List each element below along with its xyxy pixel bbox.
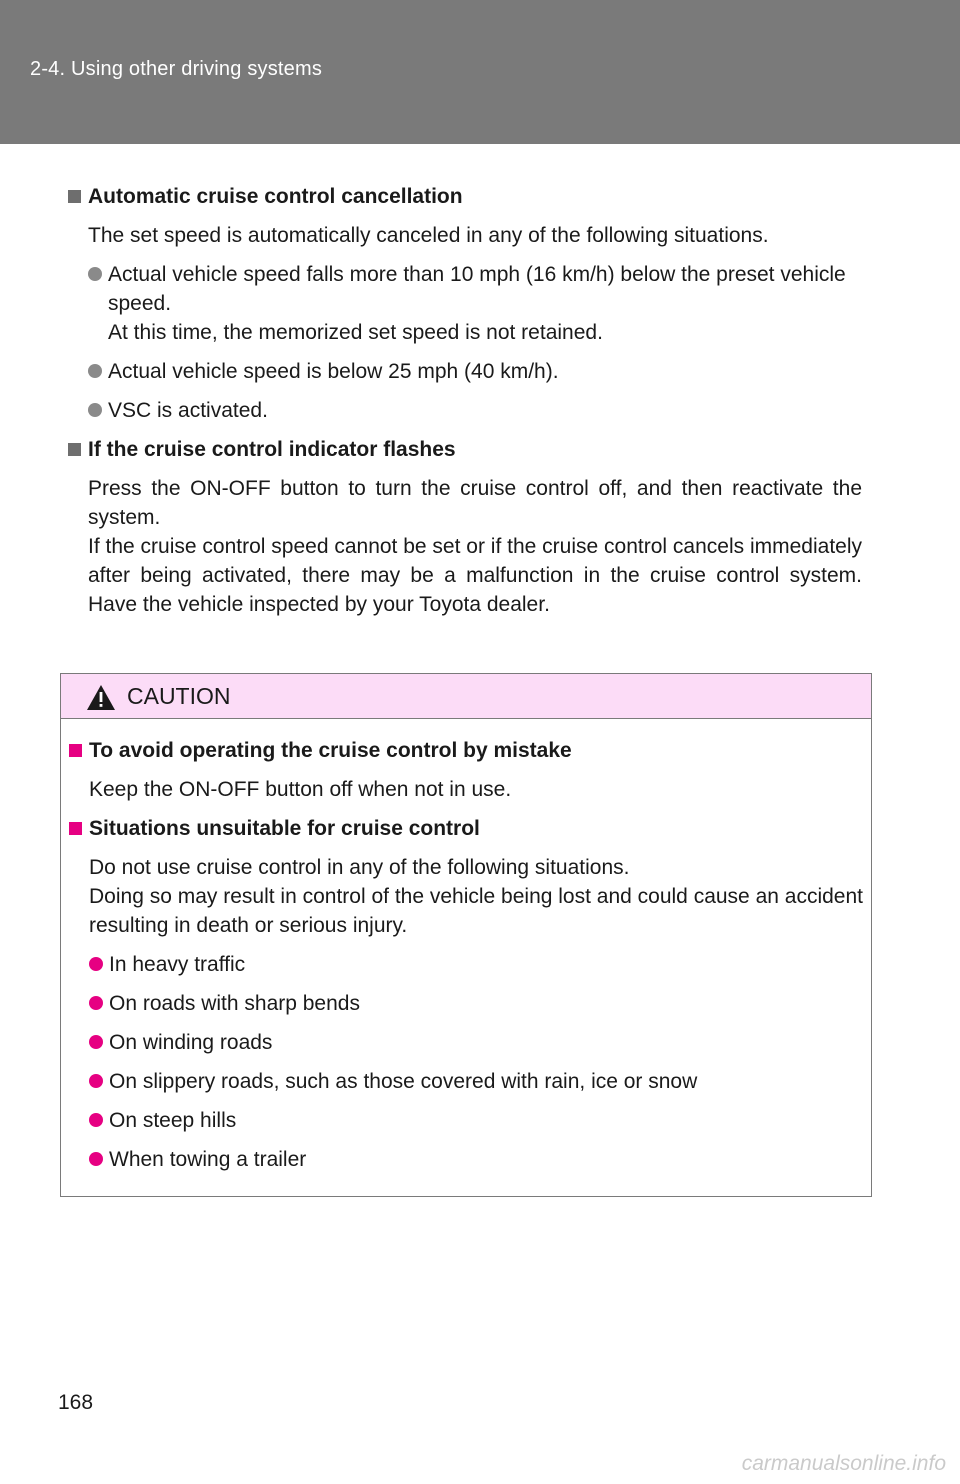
circle-bullet-icon (89, 957, 103, 971)
section-title (69, 814, 863, 843)
bullet-line: On slippery roads, such as those covered with rain, ice or snow (109, 1070, 698, 1093)
section-paragraph (69, 853, 863, 940)
paragraph-line: If the cruise control speed cannot be set or if the cruise control cancels immediately after being activated, there may be a malfunction in the cruise control system. Have the vehicle inspected by your Toyota dealer. (88, 535, 862, 616)
bullet-line: On steep hills (109, 1109, 237, 1132)
main-content (68, 182, 862, 629)
circle-bullet-icon (89, 1074, 103, 1088)
bullet-item (69, 950, 863, 979)
paragraph-line: Keep the ON-OFF button off when not in use. (89, 778, 512, 801)
bullet-item (69, 989, 863, 1018)
section-title-text: Situations unsuitable for cruise control (89, 817, 480, 840)
square-bullet-icon (69, 744, 82, 757)
circle-bullet-icon (88, 364, 102, 378)
bullet-line: At this time, the memorized set speed is not retained. (108, 321, 603, 344)
bullet-item (69, 1028, 863, 1057)
bullet-line: In heavy traffic (109, 953, 246, 976)
caution-body (69, 736, 863, 1184)
bullet-line: On winding roads (109, 1031, 273, 1054)
circle-bullet-icon (89, 1152, 103, 1166)
bullet-item (68, 396, 862, 425)
page-header (0, 0, 960, 144)
circle-bullet-icon (89, 1113, 103, 1127)
paragraph-line: Doing so may result in control of the vehicle being lost and could cause an accident resulting in death or serious injury. (89, 885, 863, 937)
caution-header (61, 674, 871, 719)
section-title (68, 435, 862, 464)
section-paragraph (68, 221, 862, 250)
section-title (69, 736, 863, 765)
square-bullet-icon (69, 822, 82, 835)
paragraph-line: Do not use cruise control in any of the following situations. (89, 856, 630, 879)
chapter-title: 2-4. Using other driving systems (30, 58, 323, 80)
warning-triangle-icon (86, 684, 116, 711)
bullet-line: On roads with sharp bends (109, 992, 360, 1015)
bullet-item (69, 1106, 863, 1135)
page-number: 168 (58, 1391, 94, 1414)
bullet-line: Actual vehicle speed is below 25 mph (40 km/h). (108, 360, 559, 383)
bullet-item (69, 1145, 863, 1174)
circle-bullet-icon (88, 403, 102, 417)
section-title-text: If the cruise control indicator flashes (88, 438, 456, 461)
bullet-line: Actual vehicle speed falls more than 10 mph (16 km/h) below the preset vehicle speed. (108, 263, 846, 315)
caution-title: CAUTION (127, 683, 231, 709)
square-bullet-icon (68, 190, 81, 203)
bullet-item (68, 260, 862, 347)
circle-bullet-icon (89, 1035, 103, 1049)
section-title-text: To avoid operating the cruise control by mistake (89, 739, 572, 762)
bullet-item (69, 1067, 863, 1096)
section-title-text: Automatic cruise control cancellation (88, 185, 463, 208)
bullet-item (68, 357, 862, 386)
caution-box (60, 673, 872, 1197)
circle-bullet-icon (89, 996, 103, 1010)
square-bullet-icon (68, 443, 81, 456)
section-paragraph (69, 775, 863, 804)
watermark-text: carmanualsonline.info (741, 1452, 946, 1475)
paragraph-line: The set speed is automatically canceled in any of the following situations. (88, 224, 769, 247)
paragraph-line: Press the ON-OFF button to turn the cruise control off, and then reactivate the system. (88, 477, 862, 529)
section-paragraph (68, 474, 862, 619)
bullet-line: VSC is activated. (108, 399, 268, 422)
circle-bullet-icon (88, 267, 102, 281)
section-title (68, 182, 862, 211)
bullet-line: When towing a trailer (109, 1148, 307, 1171)
